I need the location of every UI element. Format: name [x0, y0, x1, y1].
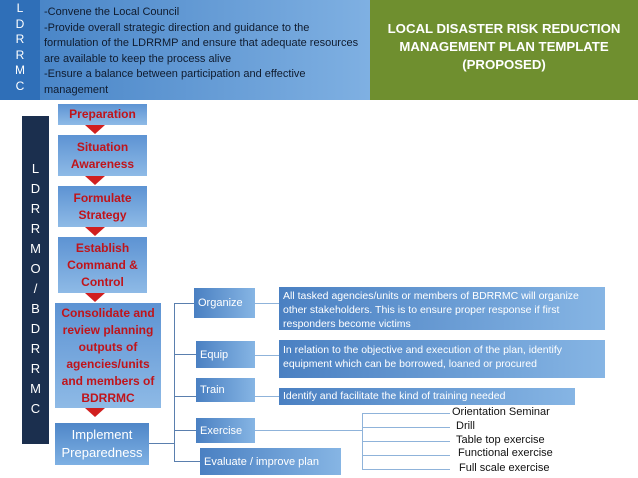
down-arrow-icon: [85, 408, 105, 417]
connector-line: [362, 413, 450, 414]
step-consolidate-review: [55, 303, 161, 408]
title-line: (PROPOSED): [462, 57, 546, 72]
branch-label: Organize: [198, 297, 243, 309]
function-line: are available to keep the process alive: [44, 52, 232, 65]
organize-description: [279, 287, 605, 330]
ldrrmc-label: [0, 0, 40, 100]
ldrrmc-functions-box: [40, 0, 370, 100]
down-arrow-icon: [85, 227, 105, 236]
connector-line: [174, 430, 196, 431]
step-label: Awareness: [70, 156, 135, 171]
step-label: BDRRMC: [81, 390, 135, 405]
branch-evaluate: [200, 448, 341, 475]
branch-exercise: [196, 418, 255, 443]
step-label: Control: [81, 274, 124, 289]
sidebar-letter: O: [30, 261, 41, 276]
exercise-item: Functional exercise: [458, 447, 553, 459]
down-arrow-icon: [85, 125, 105, 134]
description-line: Identify and facilitate the kind of training needed: [283, 390, 506, 402]
branch-equip: [196, 341, 255, 368]
exercise-item: Orientation Seminar: [452, 406, 550, 418]
function-line: management: [44, 83, 109, 96]
description-line: All tasked agencies/units or members of BDRRMC will organize: [283, 290, 579, 302]
connector-line: [174, 303, 194, 304]
step-label: Preparation: [69, 107, 136, 121]
sidebar-letter: R: [30, 361, 41, 376]
description-line: equipment which can be borrowed, loaned or procured: [283, 358, 537, 370]
description-line: In relation to the objective and execution of the plan, identify: [283, 344, 563, 356]
connector-line: [174, 396, 196, 397]
ldrrmc-letter: R: [15, 32, 25, 46]
step-label: Formulate: [73, 190, 132, 205]
exercise-item: Drill: [456, 420, 475, 432]
step-label: Strategy: [78, 207, 127, 222]
implement-label: Preparedness: [61, 445, 143, 460]
step-label: outputs of: [78, 339, 138, 354]
connector-trunk: [174, 303, 175, 461]
step-formulate-strategy: [58, 186, 147, 227]
function-line: -Ensure a balance between participation and effective: [44, 68, 306, 80]
sidebar-letter: B: [31, 301, 40, 316]
connector-line: [174, 461, 200, 462]
sidebar-letter: R: [30, 221, 41, 236]
connector-line: [362, 469, 450, 470]
branch-label: Evaluate / improve plan: [204, 455, 319, 468]
sidebar-letter: M: [30, 241, 41, 256]
down-arrow-icon: [85, 176, 105, 185]
sidebar-letter: C: [30, 401, 41, 416]
connector-line: [362, 441, 450, 442]
connector-line: [362, 427, 450, 428]
connector-line: [174, 354, 196, 355]
step-situation-awareness: [58, 135, 147, 176]
connector-line: [149, 443, 174, 444]
step-label: Consolidate and: [61, 305, 155, 320]
step-label: agencies/units: [66, 356, 150, 371]
equip-description: [279, 340, 605, 378]
step-preparation: [58, 104, 147, 125]
connector-line: [255, 355, 279, 356]
branch-label: Equip: [200, 348, 229, 361]
connector-line: [255, 396, 279, 397]
exercise-item: Table top exercise: [456, 434, 545, 446]
branch-label: Exercise: [200, 424, 243, 437]
sidebar-letter: D: [30, 321, 41, 336]
ldrrmc-letter: M: [15, 63, 25, 77]
step-label: Establish: [75, 240, 130, 255]
function-line: -Convene the Local Council: [44, 6, 180, 18]
title-line: LOCAL DISASTER RISK REDUCTION: [387, 21, 621, 36]
sidebar-letter: L: [31, 161, 40, 176]
ldrrmo-bdrrmc-sidebar: [22, 116, 49, 444]
implement-label: Implement: [71, 427, 133, 442]
sidebar-letter: M: [30, 381, 41, 396]
ldrrmc-letter: D: [15, 16, 25, 31]
branch-organize: [194, 288, 255, 318]
description-line: other stakeholders. This is to ensure proper response if first: [283, 304, 560, 316]
exercise-item: Full scale exercise: [459, 462, 550, 474]
implement-preparedness-box: [55, 423, 149, 465]
branch-train: [196, 378, 255, 402]
connector-line: [244, 430, 362, 431]
step-label: and members of: [61, 373, 155, 388]
sidebar-letter: R: [30, 341, 41, 356]
description-line: responders become victims: [283, 318, 411, 330]
step-label: Command &: [67, 257, 138, 272]
sidebar-letter: /: [33, 281, 38, 296]
connector-line: [362, 455, 450, 456]
branch-label: Train: [200, 384, 225, 396]
page-title: [370, 0, 638, 100]
sidebar-letter: D: [30, 181, 41, 196]
step-establish-command: [58, 237, 147, 293]
step-label: Situation: [76, 139, 129, 154]
ldrrmc-letter: R: [15, 47, 25, 62]
down-arrow-icon: [85, 293, 105, 302]
ldrrmc-letter: L: [16, 1, 24, 15]
sidebar-letter: R: [30, 201, 41, 216]
ldrrmc-letter: C: [15, 78, 25, 93]
connector-line: [255, 303, 279, 304]
step-label: review planning: [62, 322, 154, 337]
function-line: -Provide overall strategic direction and guidance to the: [44, 21, 310, 34]
train-description: [279, 388, 575, 405]
function-line: formulation of the LDRRMP and ensure that adequate resources: [44, 37, 359, 49]
title-line: MANAGEMENT PLAN TEMPLATE: [399, 39, 609, 54]
